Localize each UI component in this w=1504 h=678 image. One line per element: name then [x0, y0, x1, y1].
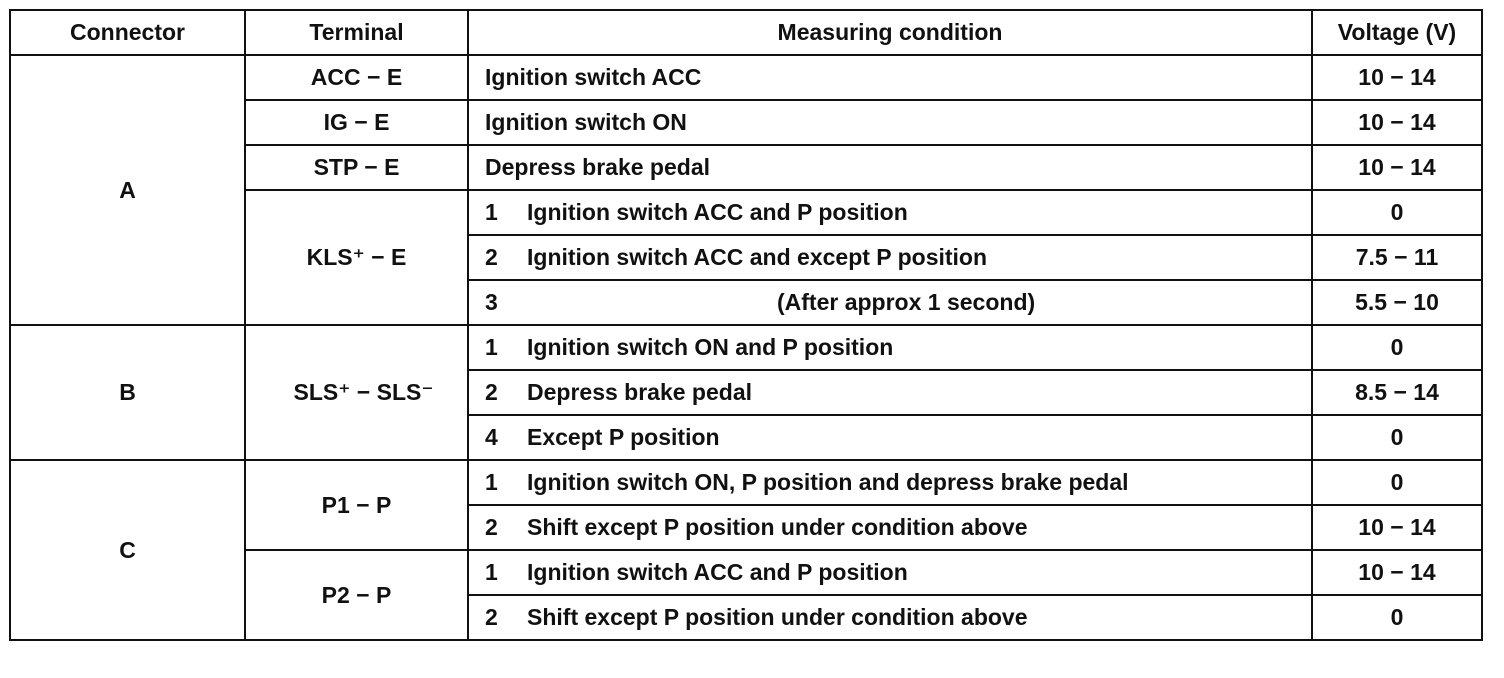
- condition-cell: [468, 280, 1312, 325]
- voltage-cell: 0: [1312, 190, 1482, 235]
- condition-text: Except P position: [527, 424, 720, 450]
- terminal-cell: KLS⁺ − E: [245, 190, 468, 325]
- step-number: 1: [485, 559, 498, 585]
- condition-cell: [468, 325, 1312, 370]
- terminal-text: SLS⁺ − SLS⁻: [293, 379, 434, 405]
- table-row: [10, 460, 1482, 505]
- header-measuring-condition: Measuring condition: [468, 10, 1312, 55]
- voltage-cell: 10 − 14: [1312, 100, 1482, 145]
- step-number: 2: [485, 244, 498, 270]
- condition-cell: Ignition switch ACC: [468, 55, 1312, 100]
- voltage-cell: 0: [1312, 595, 1482, 640]
- condition-cell: [468, 550, 1312, 595]
- condition-text: Ignition switch ACC and except P position: [527, 244, 988, 270]
- step-number: 4: [485, 424, 498, 450]
- condition-cell: [468, 190, 1312, 235]
- terminal-cell: P1 − P: [245, 460, 468, 550]
- terminal-cell: STP − E: [245, 145, 468, 190]
- step-number: 3: [485, 289, 498, 315]
- terminal-cell: IG − E: [245, 100, 468, 145]
- step-number: 2: [485, 514, 498, 540]
- terminal-cell: [245, 325, 468, 460]
- condition-cell: Ignition switch ON: [468, 100, 1312, 145]
- voltage-cell: 10 − 14: [1312, 550, 1482, 595]
- condition-text: Ignition switch ON and P position: [527, 334, 894, 360]
- step-number: 2: [485, 604, 498, 630]
- table-row: [10, 325, 1482, 370]
- voltage-cell: 0: [1312, 460, 1482, 505]
- step-number: 1: [485, 199, 498, 225]
- step-number: 2: [485, 379, 498, 405]
- header-row: [10, 10, 1482, 55]
- condition-text: Shift except P position under condition above: [527, 604, 1028, 630]
- voltage-cell: 0: [1312, 325, 1482, 370]
- condition-text: Ignition switch ON, P position and depress brake pedal: [527, 469, 1129, 495]
- condition-cell: [468, 235, 1312, 280]
- condition-cell: [468, 595, 1312, 640]
- terminal-cell: ACC − E: [245, 55, 468, 100]
- header-terminal: Terminal: [245, 10, 468, 55]
- condition-text: Shift except P position under condition above: [527, 514, 1028, 540]
- voltage-cell: 10 − 14: [1312, 505, 1482, 550]
- connector-cell: C: [10, 460, 245, 640]
- step-number: 1: [485, 469, 498, 495]
- condition-text: Ignition switch ACC and P position: [527, 559, 908, 585]
- connector-cell: A: [10, 55, 245, 325]
- condition-cell: [468, 505, 1312, 550]
- condition-cell: [468, 415, 1312, 460]
- condition-text: Ignition switch ACC and P position: [527, 199, 908, 225]
- header-voltage: Voltage (V): [1312, 10, 1482, 55]
- condition-cell: [468, 370, 1312, 415]
- condition-cell: [468, 460, 1312, 505]
- connector-cell: B: [10, 325, 245, 460]
- voltage-spec-table: [9, 9, 1483, 641]
- voltage-cell: 10 − 14: [1312, 55, 1482, 100]
- step-number: 1: [485, 334, 498, 360]
- condition-text: (After approx 1 second): [777, 289, 1036, 315]
- voltage-cell: 5.5 − 10: [1312, 280, 1482, 325]
- voltage-cell: 8.5 − 14: [1312, 370, 1482, 415]
- voltage-cell: 0: [1312, 415, 1482, 460]
- table-row: [10, 55, 1482, 100]
- voltage-cell: 10 − 14: [1312, 145, 1482, 190]
- terminal-cell: P2 − P: [245, 550, 468, 640]
- header-connector: Connector: [10, 10, 245, 55]
- condition-text: Depress brake pedal: [527, 379, 753, 405]
- condition-cell: Depress brake pedal: [468, 145, 1312, 190]
- voltage-cell: 7.5 − 11: [1312, 235, 1482, 280]
